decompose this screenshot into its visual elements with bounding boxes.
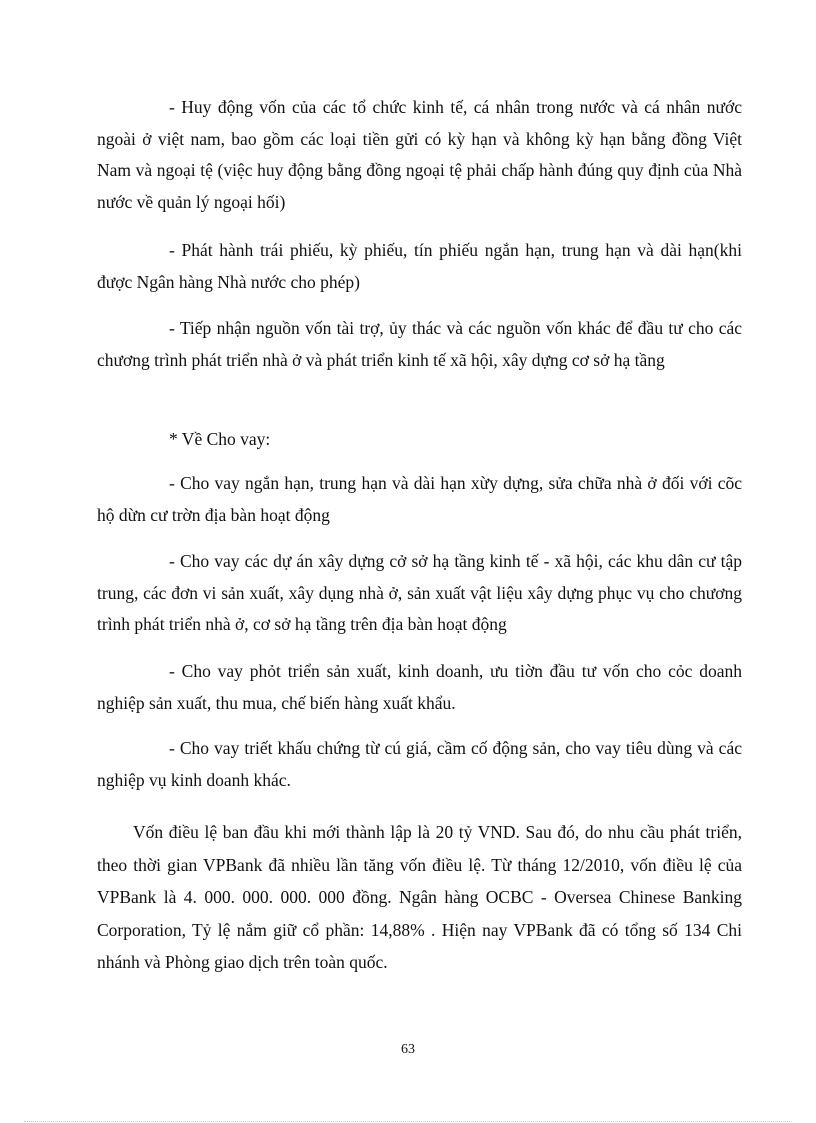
paragraph-fund-receipt: - Tiếp nhận nguồn vốn tài trợ, ủy thác và các nguồn vốn khác để đầu tư cho các chương trình phát triển nhà ở và phát triển kinh tế xã hội, xây dựng cơ sở hạ tầng (97, 318, 742, 370)
section-heading-lending: * Về Cho vay: (169, 429, 271, 449)
paragraph-housing-loans: - Cho vay ngắn hạn, trung hạn và dài hạn xừy dựng, sửa chữa nhà ở đối với cõc hộ dừn cư trờn địa bàn hoạt động (97, 473, 742, 525)
page-bottom-divider (24, 1121, 792, 1122)
paragraph-discount-loans: - Cho vay triết khấu chứng từ cú giá, cầm cố động sản, cho vay tiêu dùng và các nghiệp vụ kinh doanh khác. (97, 738, 742, 790)
paragraph-capital-mobilization: - Huy động vốn của các tổ chức kinh tế, cá nhân trong nước và cá nhân nước ngoài ở việt nam, bao gồm các loại tiền gửi có kỳ hạn và không kỳ hạn bằng đồng Việt Nam và ngoại tệ (việc huy động bằng đồng ngoại tệ phải chấp hành đúng quy định của Nhà nước về quản lý ngoại hối) (97, 97, 742, 212)
page-number: 63 (401, 1042, 415, 1057)
paragraph-infrastructure-loans: - Cho vay các dự án xây dựng cở sở hạ tầng kinh tế - xã hội, các khu dân cư tập trung, các đơn vi sản xuất, xây dụng nhà ở, sản xuất vật liệu xây dựng phục vụ cho chương trình phát triển nhà ở, cơ sở hạ tầng trên địa bàn hoạt động (97, 551, 742, 634)
paragraph-charter-capital: Vốn điều lệ ban đầu khi mới thành lập là 20 tỷ VND. Sau đó, do nhu cầu phát triển, theo thời gian VPBank đã nhiều lần tăng vốn điều lệ. Từ tháng 12/2010, vốn điều lệ của VPBank là 4. 000. 000. 000. 000 đồng. Ngân hàng OCBC - Oversea Chinese Banking Corporation, Tỷ lệ nắm giữ cổ phần: 14,88% . Hiện nay VPBank đã có tổng số 134 Chi nhánh và Phòng giao dịch trên toàn quốc. (97, 822, 742, 972)
paragraph-bond-issuance: - Phát hành trái phiếu, kỳ phiếu, tín phiếu ngắn hạn, trung hạn và dài hạn(khi được Ngân hàng Nhà nước cho phép) (97, 240, 742, 292)
paragraph-production-loans: - Cho vay phỏt triển sản xuất, kinh doanh, ưu tiờn đầu tư vốn cho cỏc doanh nghiệp sản xuất, thu mua, chế biến hàng xuất khẩu. (97, 661, 742, 713)
